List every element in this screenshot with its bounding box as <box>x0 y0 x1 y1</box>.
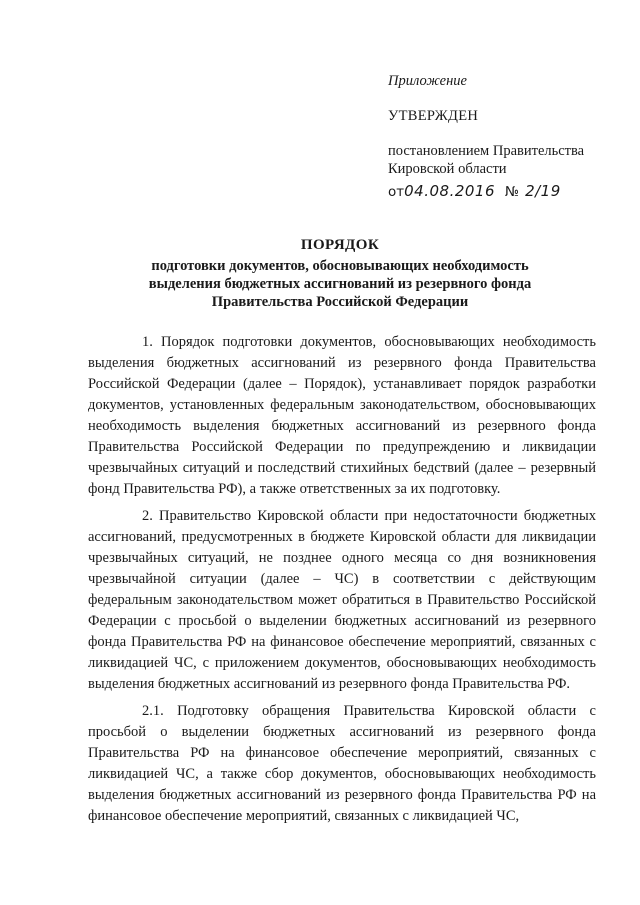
paragraph-1: 1. Порядок подготовки документов, обосновывающих необходимость выделения бюджетных ассигнований из резервного фонда Правительства Российской Федерации (далее – Порядок), устанавливает порядок разработки документов, установленных федеральным законодательством, обосновывающих необходимость выделения бюджетных ассигнований из резервного фонда Правительства Российской Федерации по предупреждению и ликвидации чрезвычайных ситуаций и последствий стихийных бедствий (далее – резервный фонд Правительства РФ), а также ответственных за их подготовку. <box>88 334 596 497</box>
annex-label: Приложение <box>388 73 467 89</box>
title-line-2: выделения бюджетных ассигнований из резервного фонда <box>148 276 532 292</box>
title-line-3: Правительства Российской Федерации <box>211 294 469 310</box>
decree-line-1: постановлением Правительства <box>388 143 585 159</box>
document-title <box>80 236 600 311</box>
handwritten-date: 04.08.2016 <box>404 182 496 200</box>
handwritten-number: 2/19 <box>525 182 561 200</box>
paragraph-2: 2. Правительство Кировской области при недостаточности бюджетных ассигнований, предусмотренных в бюджете Кировской области для ликвидации чрезвычайных ситуаций, не позднее одного месяца со дня возникновения чрезвычайной ситуации (далее – ЧС) в соответствии с действующим федеральным законодательством может обратиться в Правительство Российской Федерации с просьбой о выделении бюджетных ассигнований из резервного фонда Правительства РФ на финансовое обеспечение мероприятий, связанных с ликвидацией ЧС, с приложением документов, обосновывающих необходимость выделения бюджетных ассигнований из резервного фонда Правительства РФ. <box>88 508 596 692</box>
approved-label: УТВЕРЖДЕН <box>388 108 479 124</box>
decree-date-number <box>388 182 628 201</box>
date-prefix: от <box>388 184 405 200</box>
approval-block <box>388 72 628 201</box>
paragraph-2-1: 2.1. Подготовку обращения Правительства Кировской области с просьбой о выделении бюджетных ассигнований из резервного фонда Правительства РФ на финансовое обеспечение мероприятий, связанных с ликвидацией ЧС, а также сбор документов, обосновывающих необходимость выделения бюджетных ассигнований из резервного фонда Правительства РФ на финансовое обеспечение мероприятий, связанных с ликвидацией ЧС, <box>88 703 596 824</box>
title-line-1: подготовки документов, обосновывающих необходимость <box>151 258 529 274</box>
decree-line-2: Кировской области <box>388 161 507 177</box>
title-heading: ПОРЯДОК <box>300 237 380 253</box>
number-sign: № <box>505 184 520 200</box>
document-body <box>88 332 596 827</box>
